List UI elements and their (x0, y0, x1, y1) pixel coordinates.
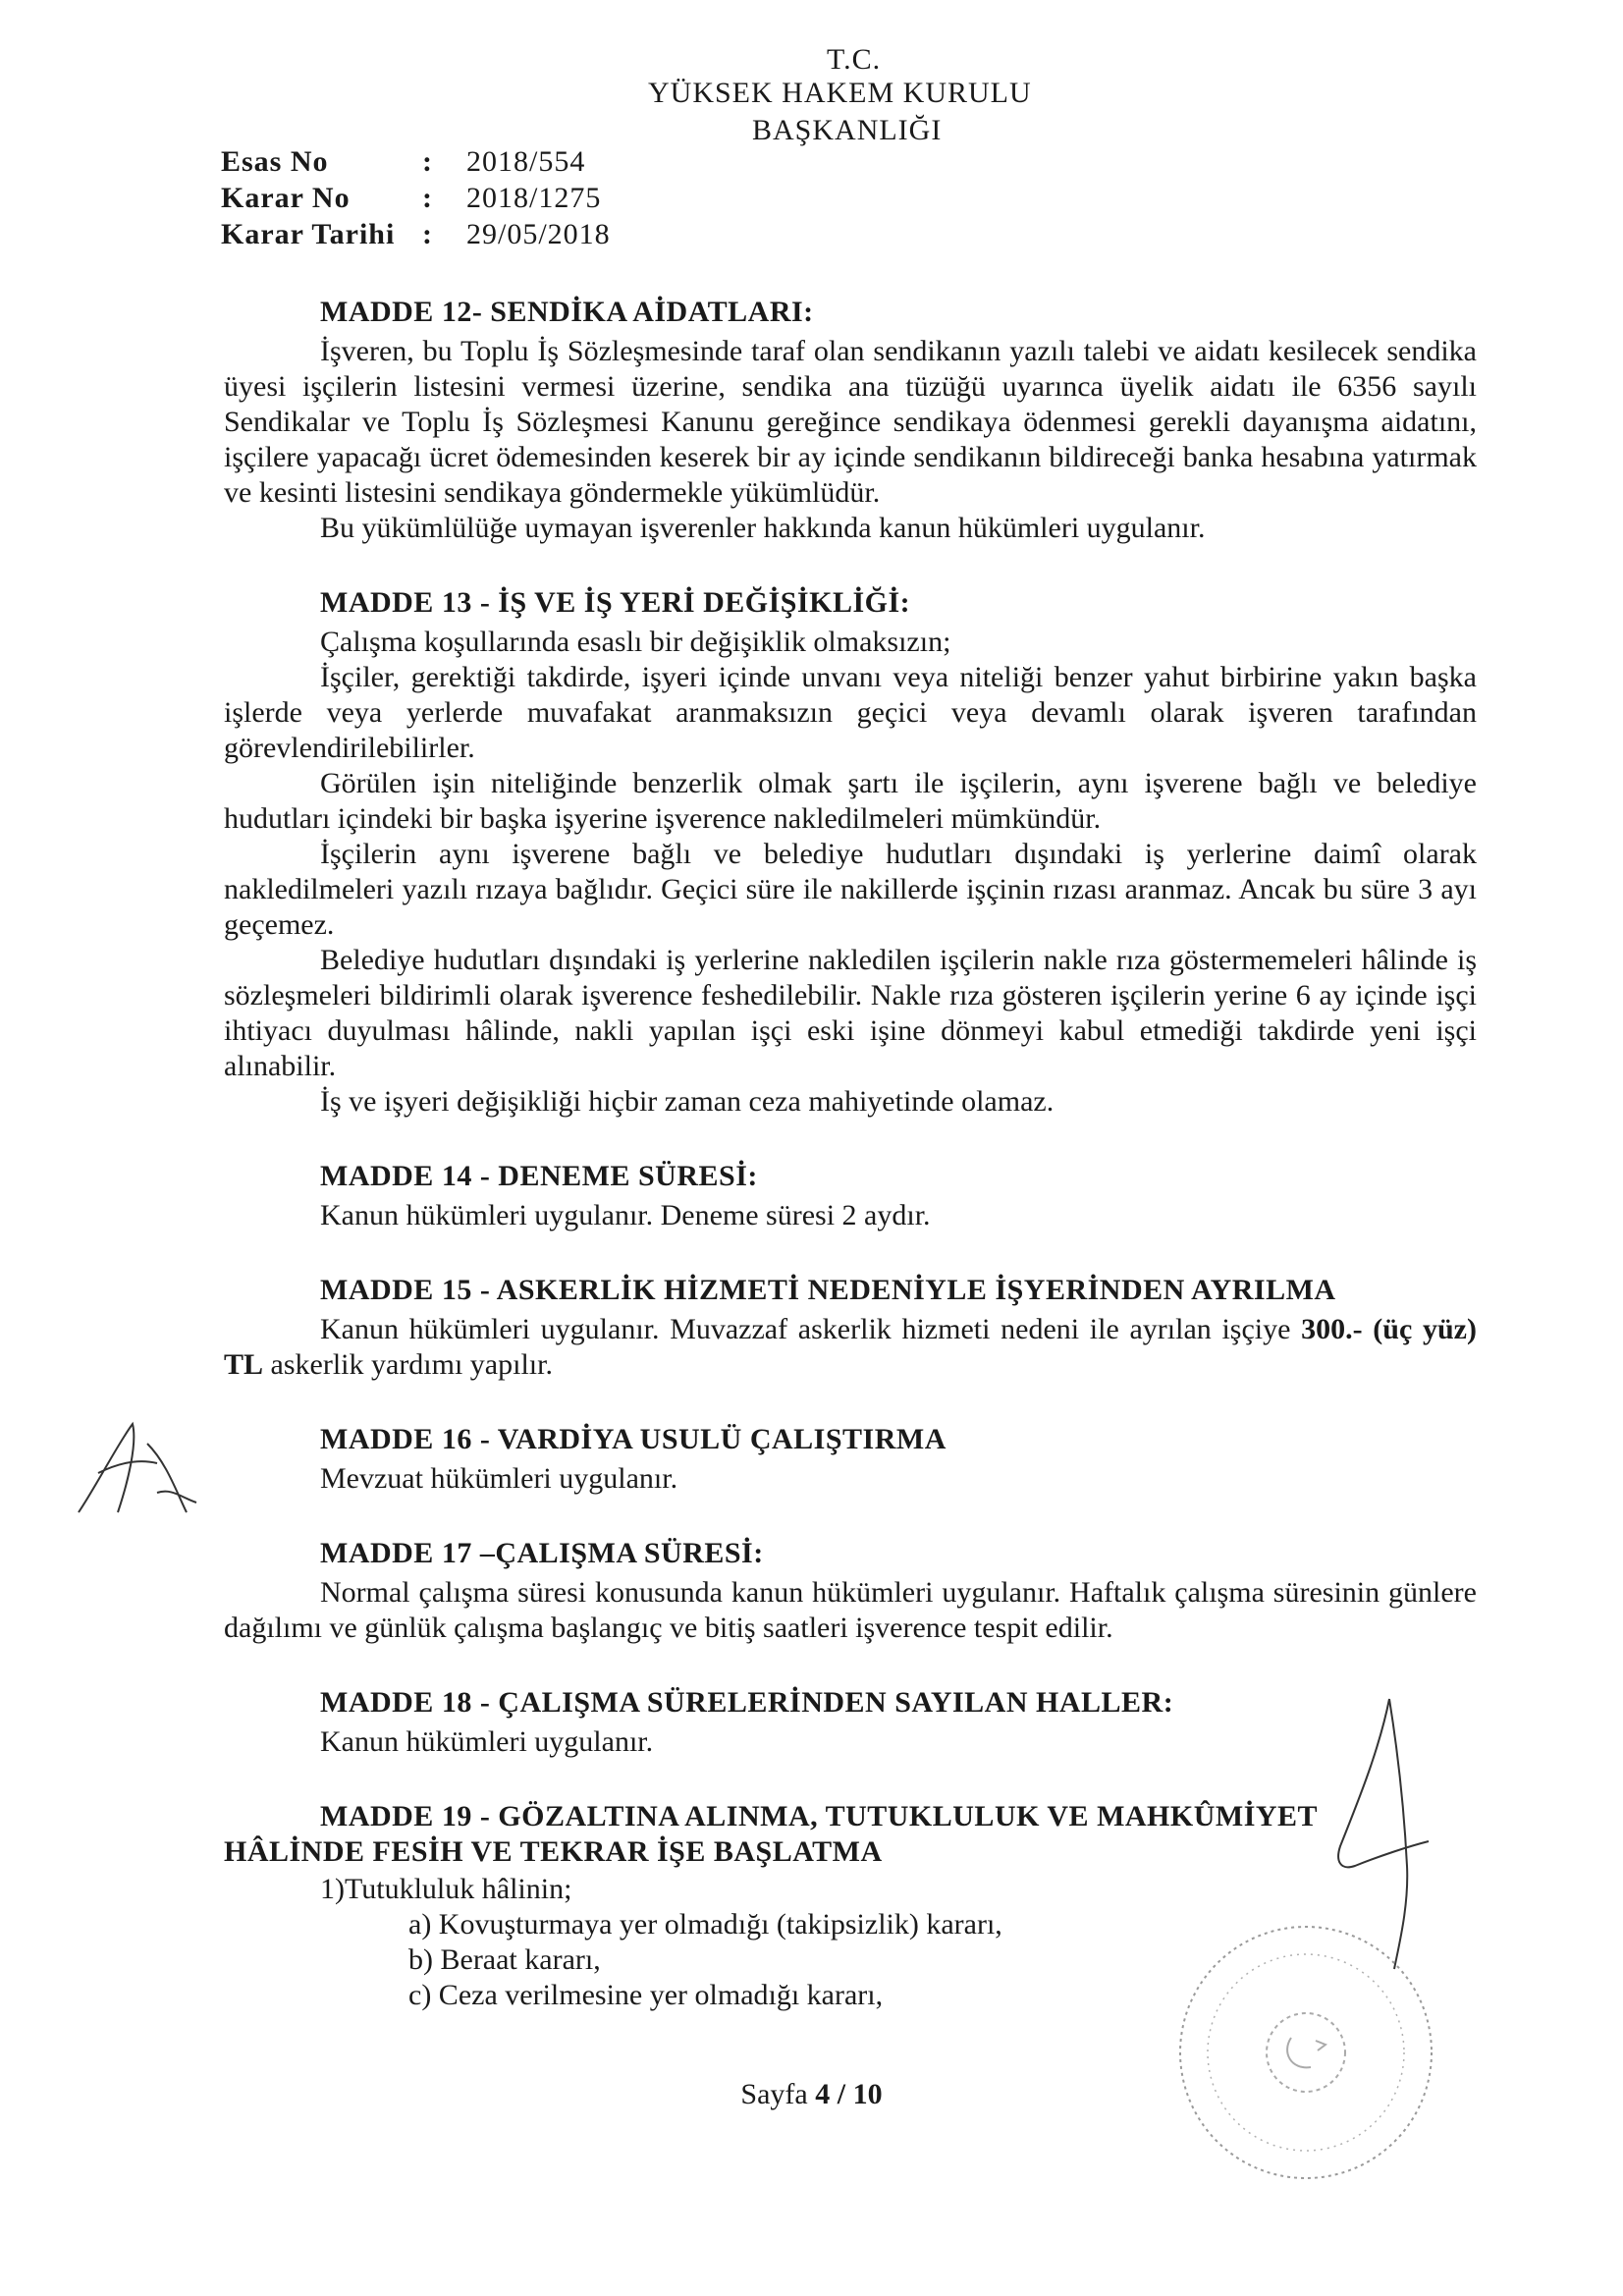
sub-item: b) Beraat kararı, (408, 1943, 601, 1976)
article-16 (224, 1422, 1477, 1497)
sub-item: c) Ceza verilmesine yer olmadığı kararı, (408, 1979, 884, 2011)
paragraph: Bu yükümlülüğe uymayan işverenler hakkında kanun hükümleri uygulanır. (320, 512, 1206, 544)
article-13 (224, 585, 1477, 1120)
paragraph-text: Kanun hükümleri uygulanır. Muvazzaf askerlik hizmeti nedeni ile ayrılan işçiye (320, 1313, 1302, 1345)
case-info-value: 2018/1275 (466, 182, 602, 214)
article-17 (224, 1536, 1477, 1646)
header-country: T.C. (827, 43, 882, 76)
paragraph: Görülen işin niteliğinde benzerlik olmak şartı ile işçilerin, aynı işverene bağlı ve belediye hudutları içindeki bir başka işyerine işverence nakledilmeleri mümkündür. (224, 767, 1477, 835)
paragraph (224, 1312, 1477, 1383)
case-info-colon: : (422, 145, 432, 178)
article-heading-line: MADDE 19 - GÖZALTINA ALINMA, TUTUKLULUK VE MAHKÛMİYET (320, 1800, 1319, 1832)
page-number-prefix: Sayfa (740, 2078, 816, 2110)
case-info-colon: : (422, 218, 432, 250)
case-info (221, 143, 611, 252)
article-heading: MADDE 13 - İŞ VE İŞ YERİ DEĞİŞİKLİĞİ: (320, 586, 911, 619)
header-organization: YÜKSEK HAKEM KURULU (648, 77, 1032, 109)
case-info-value: 29/05/2018 (466, 218, 611, 250)
paragraph: Normal çalışma süresi konusunda kanun hükümleri uygulanır. Haftalık çalışma süresinin günlere dağılımı ve günlük çalışma başlangıç ve bitiş saatleri işverence tespit edilir. (224, 1576, 1477, 1644)
case-info-label: Karar Tarihi (221, 218, 396, 250)
article-15 (224, 1273, 1477, 1383)
page-number: 4 / 10 (815, 2078, 883, 2110)
paragraph: İşveren, bu Toplu İş Sözleşmesinde taraf olan sendikanın yazılı talebi ve aidatı kesilecek sendika üyesi işçilerin listesini vermesi üzerine, sendika ana tüzüğü uyarınca üyelik aidatı ile 6356 sayılı Sendikalar ve Toplu İş Sözleşmesi Kanunu gereğince sendikaya ödenmesi gerekli dayanışma aidatını, işçilere yapacağı ücret ödemesinden keserek bir ay içinde sendikanın bildireceği banka hesabına yatırmak ve kesinti listesini sendikaya göndermekle yükümlüdür. (224, 335, 1477, 509)
paragraph: İşçiler, gerektiği takdirde, işyeri içinde unvanı veya niteliği benzer yahut birbirine yakın başka işlerde veya yerlerde muvafakat aranmaksızın geçici veya devamlı olarak işveren tarafından görevlendirilebilirler. (224, 661, 1477, 764)
case-info-value: 2018/554 (466, 145, 586, 178)
paragraph: Kanun hükümleri uygulanır. (320, 1725, 654, 1758)
case-info-colon: : (422, 182, 432, 214)
paragraph: Belediye hudutları dışındaki iş yerlerine nakledilen işçilerin nakle rıza göstermemeleri hâlinde iş sözleşmeleri bildirimli olarak işverence feshedilebilir. Nakle rıza gösteren işçilerin yerine 6 ay içinde işçi ihtiyacı duyulması hâlinde, nakli yapılan işçi eski işine dönmeyi kabul etmediği takdirde yeni işçi alınabilir. (224, 944, 1477, 1082)
paragraph: Mevzuat hükümleri uygulanır. (320, 1462, 678, 1495)
article-14 (224, 1159, 1477, 1233)
article-heading: MADDE 18 - ÇALIŞMA SÜRELERİNDEN SAYILAN HALLER: (320, 1686, 1174, 1719)
case-info-row (221, 216, 611, 252)
case-info-label: Karar No (221, 182, 351, 214)
paragraph: İşçilerin aynı işverene bağlı ve belediye hudutları dışındaki iş yerlerine daimî olarak nakledilmeleri yazılı rızaya bağlıdır. Geçici süre ile nakillerde işçinin rızası aranmaz. Ancak bu süre 3 ayı geçemez. (224, 838, 1477, 941)
case-info-row (221, 180, 611, 216)
numbered-item: 1)Tutukluluk hâlinin; (320, 1873, 572, 1905)
handwritten-initials-signature (59, 1404, 206, 1532)
article-heading: MADDE 12- SENDİKA AİDATLARI: (320, 296, 814, 328)
case-info-label: Esas No (221, 145, 329, 178)
paragraph: Çalışma koşullarında esaslı bir değişiklik olmaksızın; (320, 626, 951, 658)
sub-item: a) Kovuşturmaya yer olmadığı (takipsizlik) kararı, (408, 1908, 1002, 1941)
amount-text: 300.- (üç yüz) TL (224, 1313, 1477, 1381)
header-department: BAŞKANLIĞI (752, 114, 943, 146)
official-stamp (1168, 1915, 1443, 2190)
article-heading: MADDE 14 - DENEME SÜRESİ: (320, 1160, 758, 1192)
article-heading-line: HÂLİNDE FESİH VE TEKRAR İŞE BAŞLATMA (224, 1835, 883, 1868)
article-heading: MADDE 17 –ÇALIŞMA SÜRESİ: (320, 1537, 764, 1569)
article-heading: MADDE 16 - VARDİYA USULÜ ÇALIŞTIRMA (320, 1423, 947, 1455)
article-heading: MADDE 15 - ASKERLİK HİZMETİ NEDENİYLE İŞYERİNDEN AYRILMA (320, 1274, 1336, 1306)
article-12 (224, 295, 1477, 546)
page-footer (0, 2078, 1623, 2111)
paragraph: Kanun hükümleri uygulanır. Deneme süresi 2 aydır. (320, 1199, 931, 1231)
case-info-row (221, 143, 611, 180)
paragraph-text: askerlik yardımı yapılır. (263, 1348, 553, 1381)
paragraph: İş ve işyeri değişikliği hiçbir zaman ceza mahiyetinde olamaz. (320, 1085, 1055, 1118)
